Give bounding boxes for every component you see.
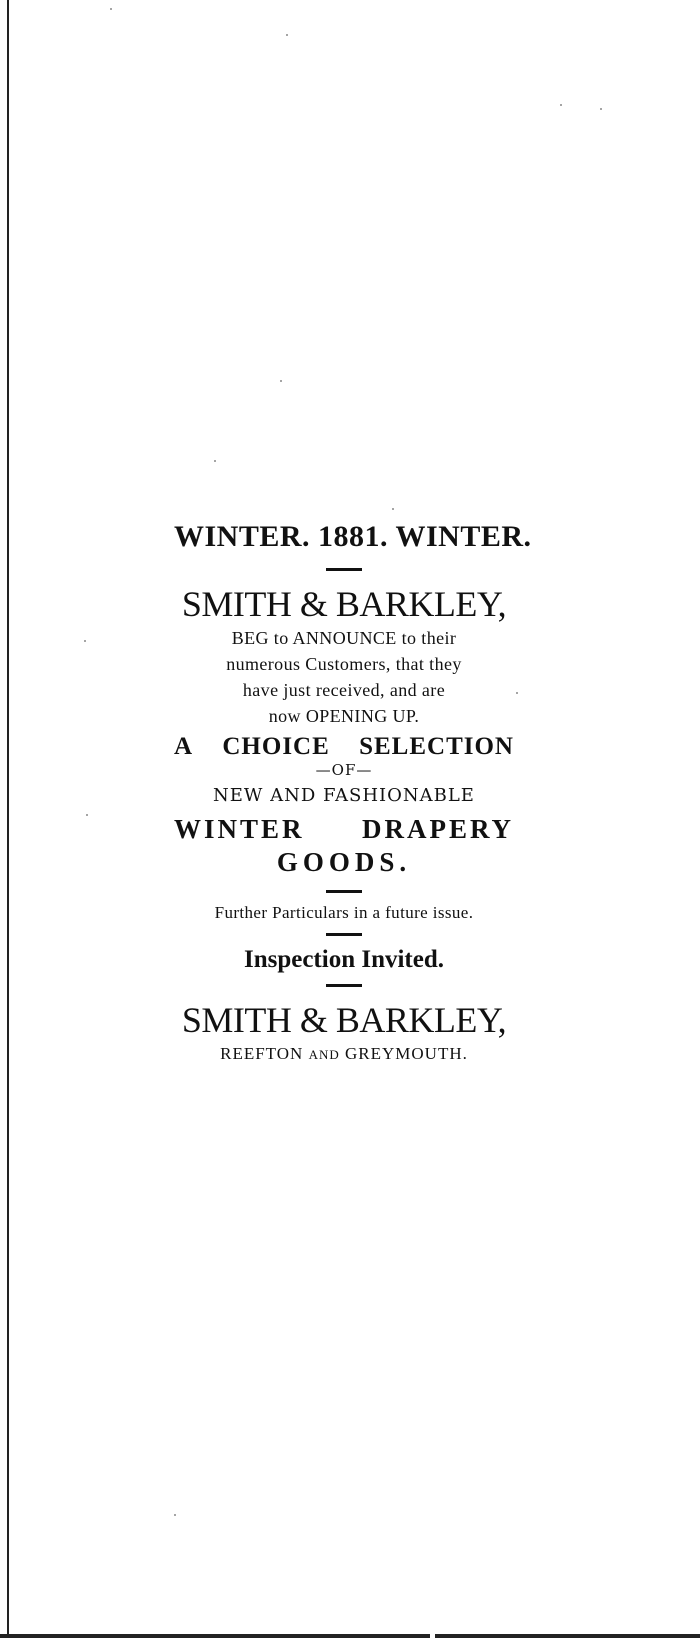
inspection-invited: Inspection Invited. <box>243 945 445 973</box>
location-line <box>174 1044 514 1064</box>
fashion-line: NEW AND FASHIONABLE <box>213 784 475 806</box>
choice-selection-line <box>174 733 514 761</box>
print-speck <box>516 692 518 694</box>
choice-word: A <box>174 732 194 760</box>
announcement-line: BEG to ANNOUNCE to their <box>231 627 457 648</box>
choice-word: SELECTION <box>359 732 514 760</box>
left-column-rule <box>7 0 9 1634</box>
advertisement-block <box>174 520 532 1064</box>
bottom-column-rule <box>0 1634 700 1638</box>
goods-line: GOODS. <box>276 846 412 877</box>
announcement-line: now OPENING UP. <box>268 705 420 726</box>
print-speck <box>600 108 602 110</box>
announcement-line: have just received, and are <box>242 679 446 700</box>
divider-rule <box>326 984 362 987</box>
advertisement-headline: WINTER. 1881. WINTER. <box>174 520 532 553</box>
announcement-text <box>174 625 514 729</box>
drapery-word: WINTER <box>174 813 305 844</box>
drapery-word: DRAPERY <box>361 813 514 844</box>
print-speck <box>392 508 394 510</box>
divider-rule <box>326 933 362 936</box>
print-speck <box>86 814 88 816</box>
location-and: AND <box>308 1047 340 1063</box>
print-speck <box>286 34 288 36</box>
print-speck <box>560 104 562 106</box>
choice-word: CHOICE <box>222 732 330 760</box>
print-speck <box>84 640 86 642</box>
print-speck <box>174 1514 176 1516</box>
divider-rule <box>326 568 362 571</box>
print-speck <box>214 460 216 462</box>
further-particulars: Further Particulars in a future issue. <box>214 902 474 922</box>
announcement-line: numerous Customers, that they <box>226 653 462 674</box>
of-line: —OF— <box>315 760 373 779</box>
print-speck <box>110 8 112 10</box>
firm-name-bottom: SMITH & BARKLEY, <box>181 999 507 1040</box>
location-second: GREYMOUTH. <box>345 1044 468 1064</box>
print-speck <box>280 380 282 382</box>
firm-name-top: SMITH & BARKLEY, <box>181 584 507 624</box>
drapery-line <box>174 814 514 845</box>
divider-rule <box>326 890 362 893</box>
location-first: REEFTON <box>220 1044 304 1064</box>
